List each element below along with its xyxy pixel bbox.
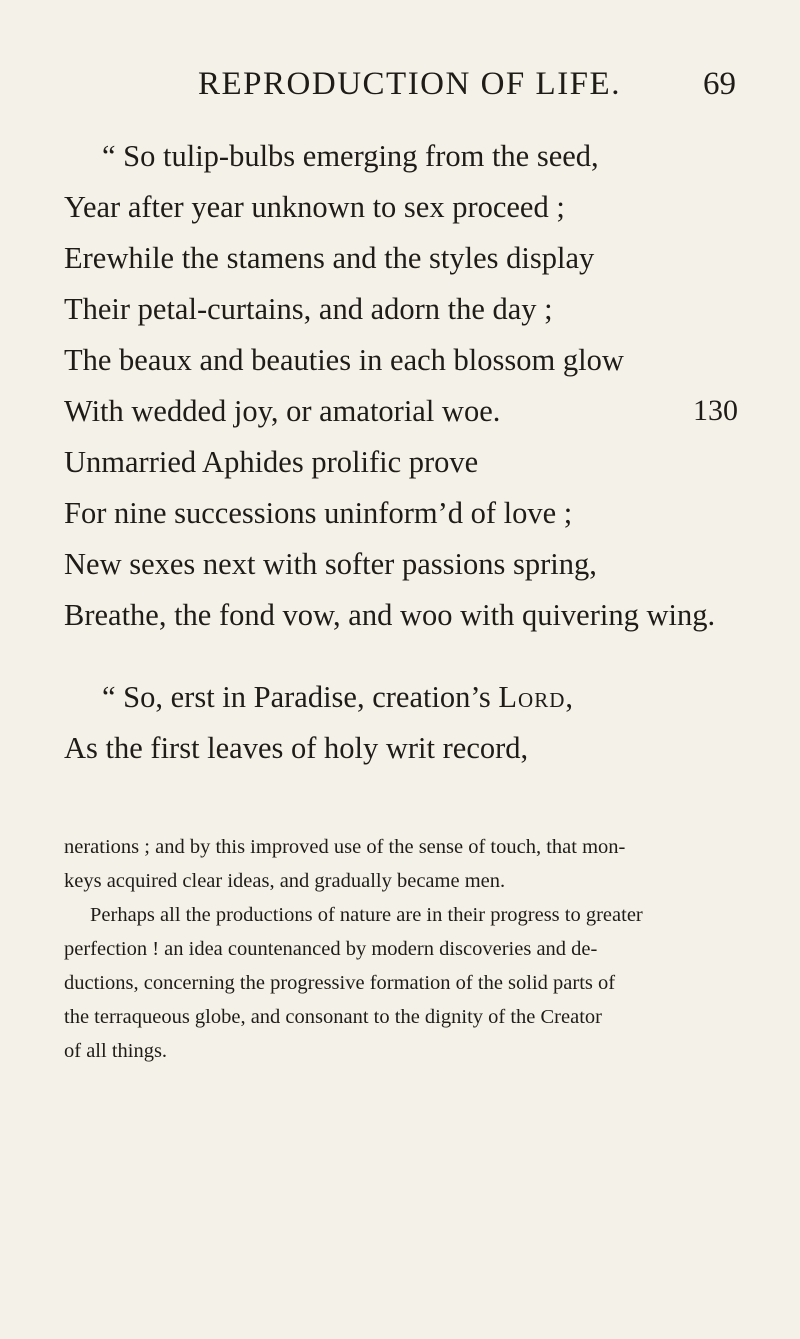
footnote-line: nerations ; and by this improved use of the sense of touch, that mon- bbox=[64, 836, 626, 858]
running-head bbox=[198, 64, 736, 104]
line-number: 130 bbox=[693, 394, 738, 427]
verse-line bbox=[102, 678, 573, 716]
verse-line: Breathe, the fond vow, and woo with quivering wing. bbox=[64, 598, 716, 632]
footnote-line: keys acquired clear ideas, and gradually became men. bbox=[64, 870, 506, 892]
verse-line: Erewhile the stamens and the styles display bbox=[64, 241, 595, 275]
verse-line: With wedded joy, or amatorial woe. bbox=[64, 394, 501, 428]
footnote-line: the terraqueous globe, and consonant to the dignity of the Creator bbox=[64, 1006, 602, 1028]
verse-line: For nine successions uninform’d of love ; bbox=[64, 496, 573, 530]
verse-line: The beaux and beauties in each blossom glow bbox=[64, 343, 624, 377]
page-number: 69 bbox=[703, 66, 736, 102]
running-title: REPRODUCTION OF LIFE. bbox=[198, 66, 621, 102]
verse-text: , bbox=[565, 680, 573, 714]
footnote-line: ductions, concerning the progressive formation of the solid parts of bbox=[64, 972, 616, 994]
verse-line: Unmarried Aphides prolific prove bbox=[64, 445, 479, 479]
verse-line: As the first leaves of holy writ record, bbox=[64, 731, 529, 765]
verse-line: Their petal-curtains, and adorn the day ; bbox=[64, 292, 553, 326]
verse-line: New sexes next with softer passions spring, bbox=[64, 547, 597, 581]
verse-smallcaps: Lord bbox=[498, 680, 566, 714]
footnote-line: perfection ! an idea countenanced by modern discoveries and de- bbox=[64, 938, 598, 960]
verse-line: “ So tulip-bulbs emerging from the seed, bbox=[102, 139, 599, 173]
footnote-line: Perhaps all the productions of nature are in their progress to greater bbox=[90, 904, 643, 926]
verse-text: “ So, erst in Paradise, creation’s bbox=[102, 680, 499, 714]
verse-line: Year after year unknown to sex proceed ; bbox=[64, 190, 565, 224]
footnote-line: of all things. bbox=[64, 1040, 168, 1062]
